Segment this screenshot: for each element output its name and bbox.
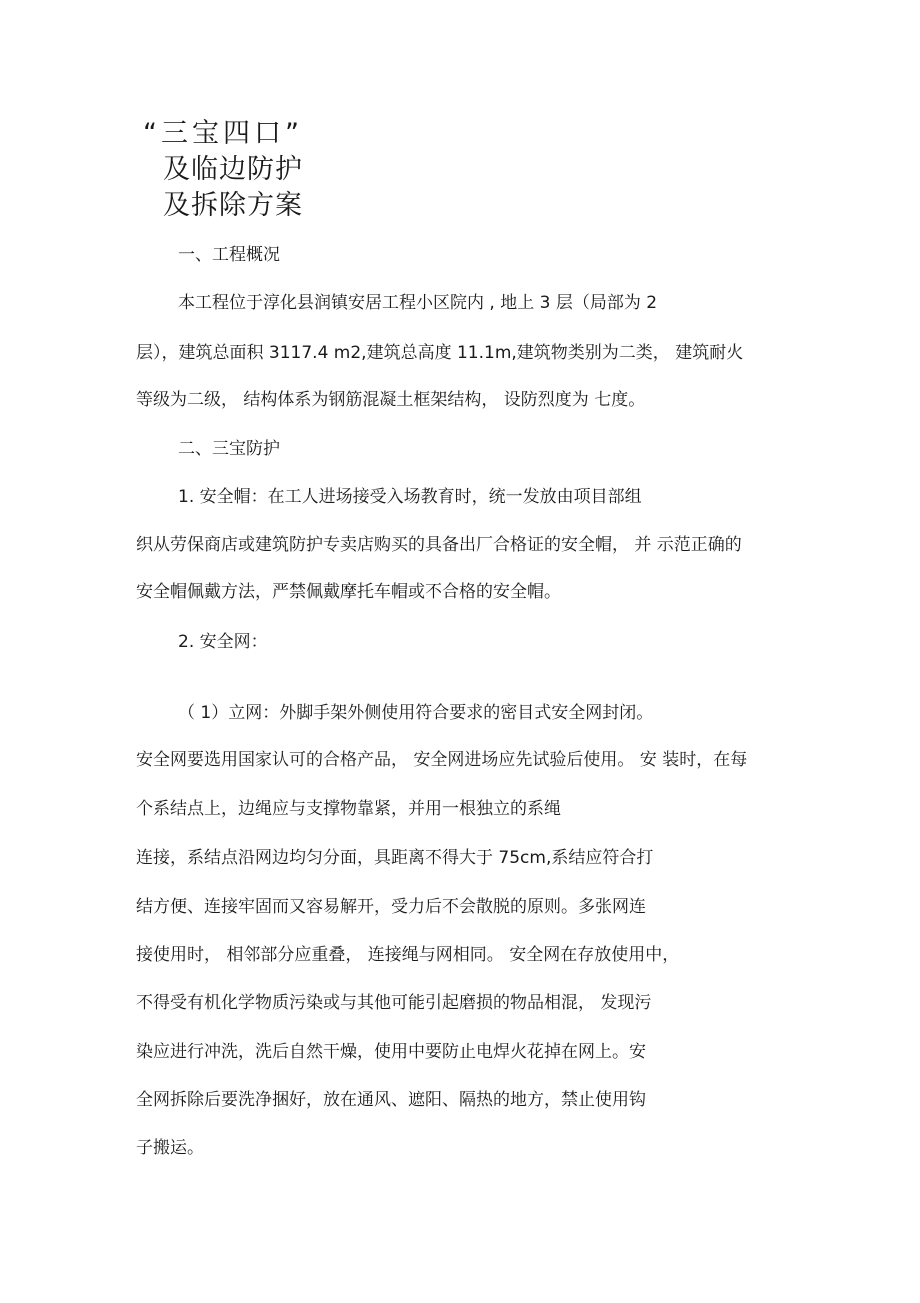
paragraph-line: 不得受有机化学物质污染或与其他可能引起磨损的物品相混， 发现污	[136, 993, 652, 1013]
paragraph-line: 织从劳保商店或建筑防护专卖店购买的具备出厂合格证的安全帽， 并 示范正确的	[136, 535, 742, 555]
paragraph-line: 安全网要选用国家认可的合格产品， 安全网进场应先试验后使用。 安 装时，在每	[136, 750, 748, 770]
paragraph-line: 连接，系结点沿网边均匀分面，具距离不得大于 75cm,系结应符合打	[136, 848, 654, 868]
paragraph-line: 全网拆除后要洗净捆好，放在通风、遮阳、隔热的地方，禁止使用钩	[136, 1090, 646, 1110]
subsection-heading-safety-net: 2. 安全网：	[178, 632, 268, 652]
section-heading-three-treasures: 二、三宝防护	[178, 439, 280, 459]
paragraph-line: 子搬运。	[136, 1138, 204, 1158]
paragraph-line: 接使用时， 相邻部分应重叠， 连接绳与网相同。 安全网在存放使用中，	[136, 945, 680, 965]
title-line-1: “三宝四口”	[143, 118, 303, 149]
title-line-3: 及拆除方案	[163, 190, 303, 221]
title-line-2: 及临边防护	[163, 154, 303, 185]
paragraph-line: 等级为二级， 结构体系为钢筋混凝土框架结构， 设防烈度为 七度。	[136, 390, 646, 410]
section-heading-overview: 一、工程概况	[178, 245, 280, 265]
paragraph-line: 结方便、连接牢固而又容易解开，受力后不会散脱的原则。多张网连	[136, 897, 646, 917]
paragraph-line: 个系结点上，边绳应与支撑物靠紧，并用一根独立的系绳	[136, 799, 561, 819]
paragraph-line: 安全帽佩戴方法，严禁佩戴摩托车帽或不合格的安全帽。	[136, 582, 561, 602]
paragraph-line: 1. 安全帽：在工人进场接受入场教育时，统一发放由项目部组	[178, 487, 642, 507]
paragraph-line: 本工程位于淳化县润镇安居工程小区院内 , 地上 3 层（局部为 2	[178, 293, 658, 313]
paragraph-line: （ 1）立网：外脚手架外侧使用符合要求的密目式安全网封闭。	[178, 703, 654, 723]
paragraph-line: 层），建筑总面积 3117.4 m2,建筑总高度 11.1m,建筑物类别为二类， 建筑耐火	[136, 343, 744, 363]
paragraph-line: 染应进行冲洗，洗后自然干燥，使用中要防止电焊火花掉在网上。安	[136, 1042, 646, 1062]
